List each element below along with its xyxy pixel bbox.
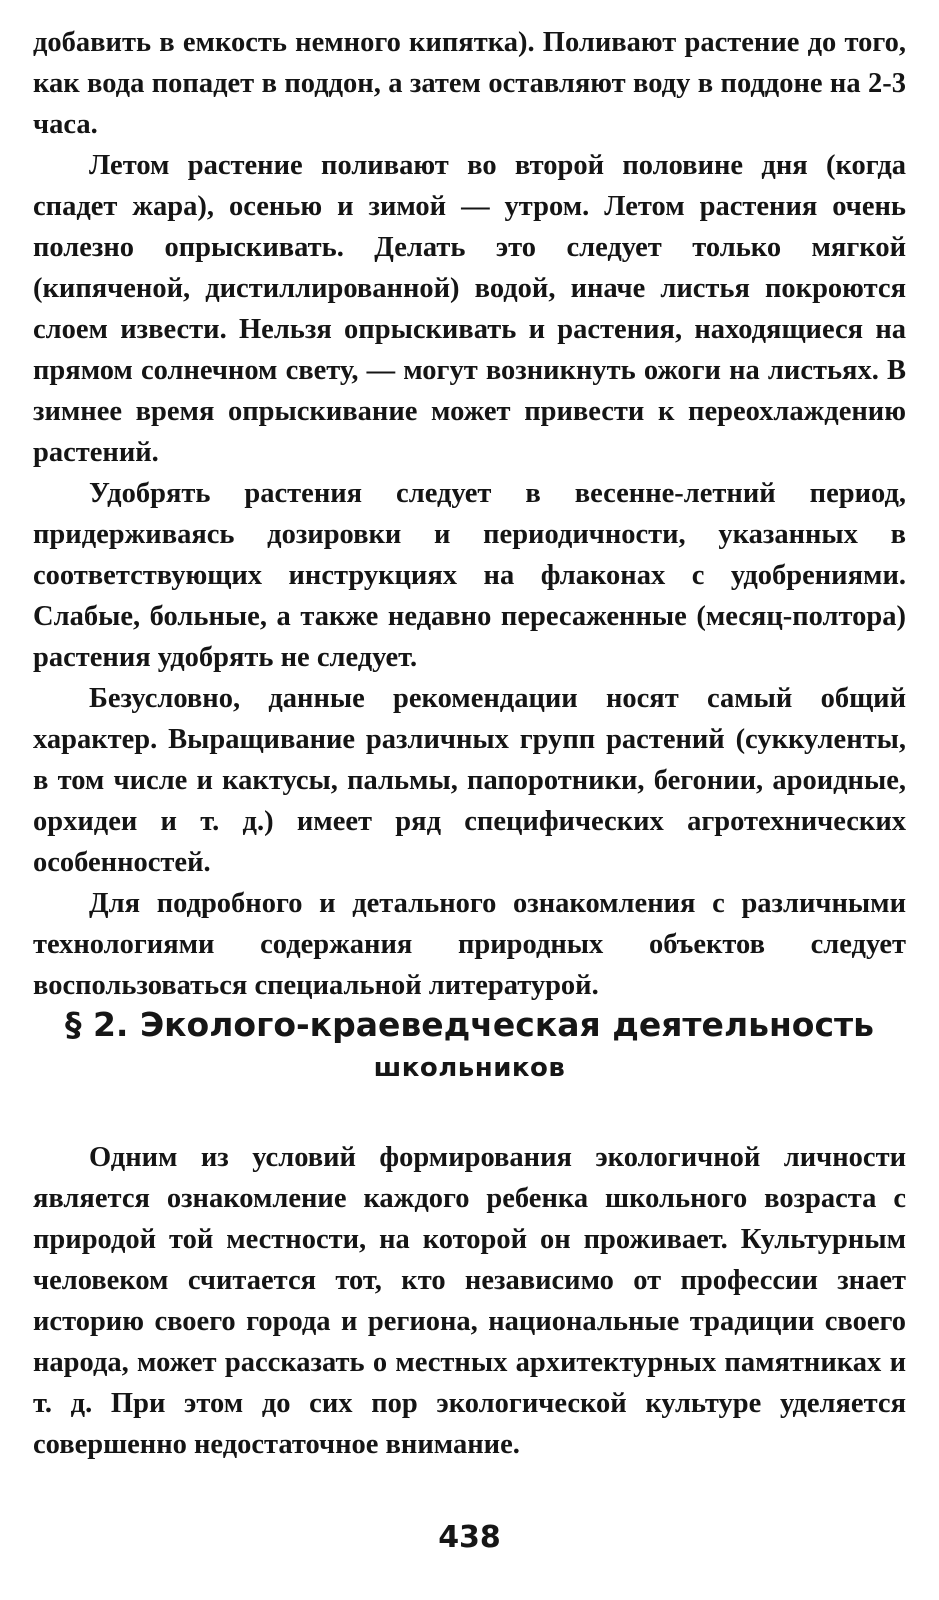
paragraph-continuation: добавить в емкость немного кипятка). Поливают растение до того, как вода попадет в поддон, а затем оставляют воду в поддоне на 2-3 часа. bbox=[33, 27, 906, 140]
paragraph-fertilizing: Удобрять растения следует в весенне-летний период, придерживаясь дозировки и периодичности, указанных в соответствующих инструкциях на флаконах с удобрениями. Слабые, больные, а также недавно пересаженные (месяц-полтора) растения удобрять не следует. bbox=[33, 478, 906, 673]
text-block-before-heading bbox=[33, 22, 906, 1006]
paragraph-literature: Для подробного и детального ознакомления с различными технологиями содержания природных объектов следует воспользоваться специальной литературой. bbox=[33, 888, 906, 1001]
section-heading bbox=[33, 1002, 906, 1088]
page-number: 438 bbox=[438, 1520, 501, 1555]
section-heading-line-2: школьников bbox=[373, 1053, 566, 1083]
paragraph-recommendations: Безусловно, данные рекомендации носят самый общий характер. Выращивание различных групп растений (суккуленты, в том числе и кактусы, пальмы, папоротники, бегонии, ароидные, орхидеи и т. д.) имеет ряд специфических агротехнических особенностей. bbox=[33, 683, 906, 878]
paragraph-ecological-personality: Одним из условий формирования экологичной личности является ознакомление каждого ребенка школьного возраста с природой той местности, на которой он проживает. Культурным человеком считается тот, кто независимо от профессии знает историю своего города и региона, национальные традиции своего народа, может рассказать о местных архитектурных памятниках и т. д. При этом до сих пор экологической культуре уделяется совершенно недостаточное внимание. bbox=[33, 1142, 906, 1460]
section-heading-line-1: § 2. Эколого-краеведческая деятельность bbox=[64, 1005, 875, 1044]
paragraph-watering-time: Летом растение поливают во второй половине дня (когда спадет жара), осенью и зимой — утром. Летом растения очень полезно опрыскивать. Делать это следует только мягкой (кипяченой, дистиллированной) водой, иначе листья покроются слоем извести. Нельзя опрыскивать и растения, находящиеся на прямом солнечном свету, — могут возникнуть ожоги на листьях. В зимнее время опрыскивание может привести к переохлаждению растений. bbox=[33, 150, 906, 468]
text-block-after-heading bbox=[33, 1137, 906, 1465]
